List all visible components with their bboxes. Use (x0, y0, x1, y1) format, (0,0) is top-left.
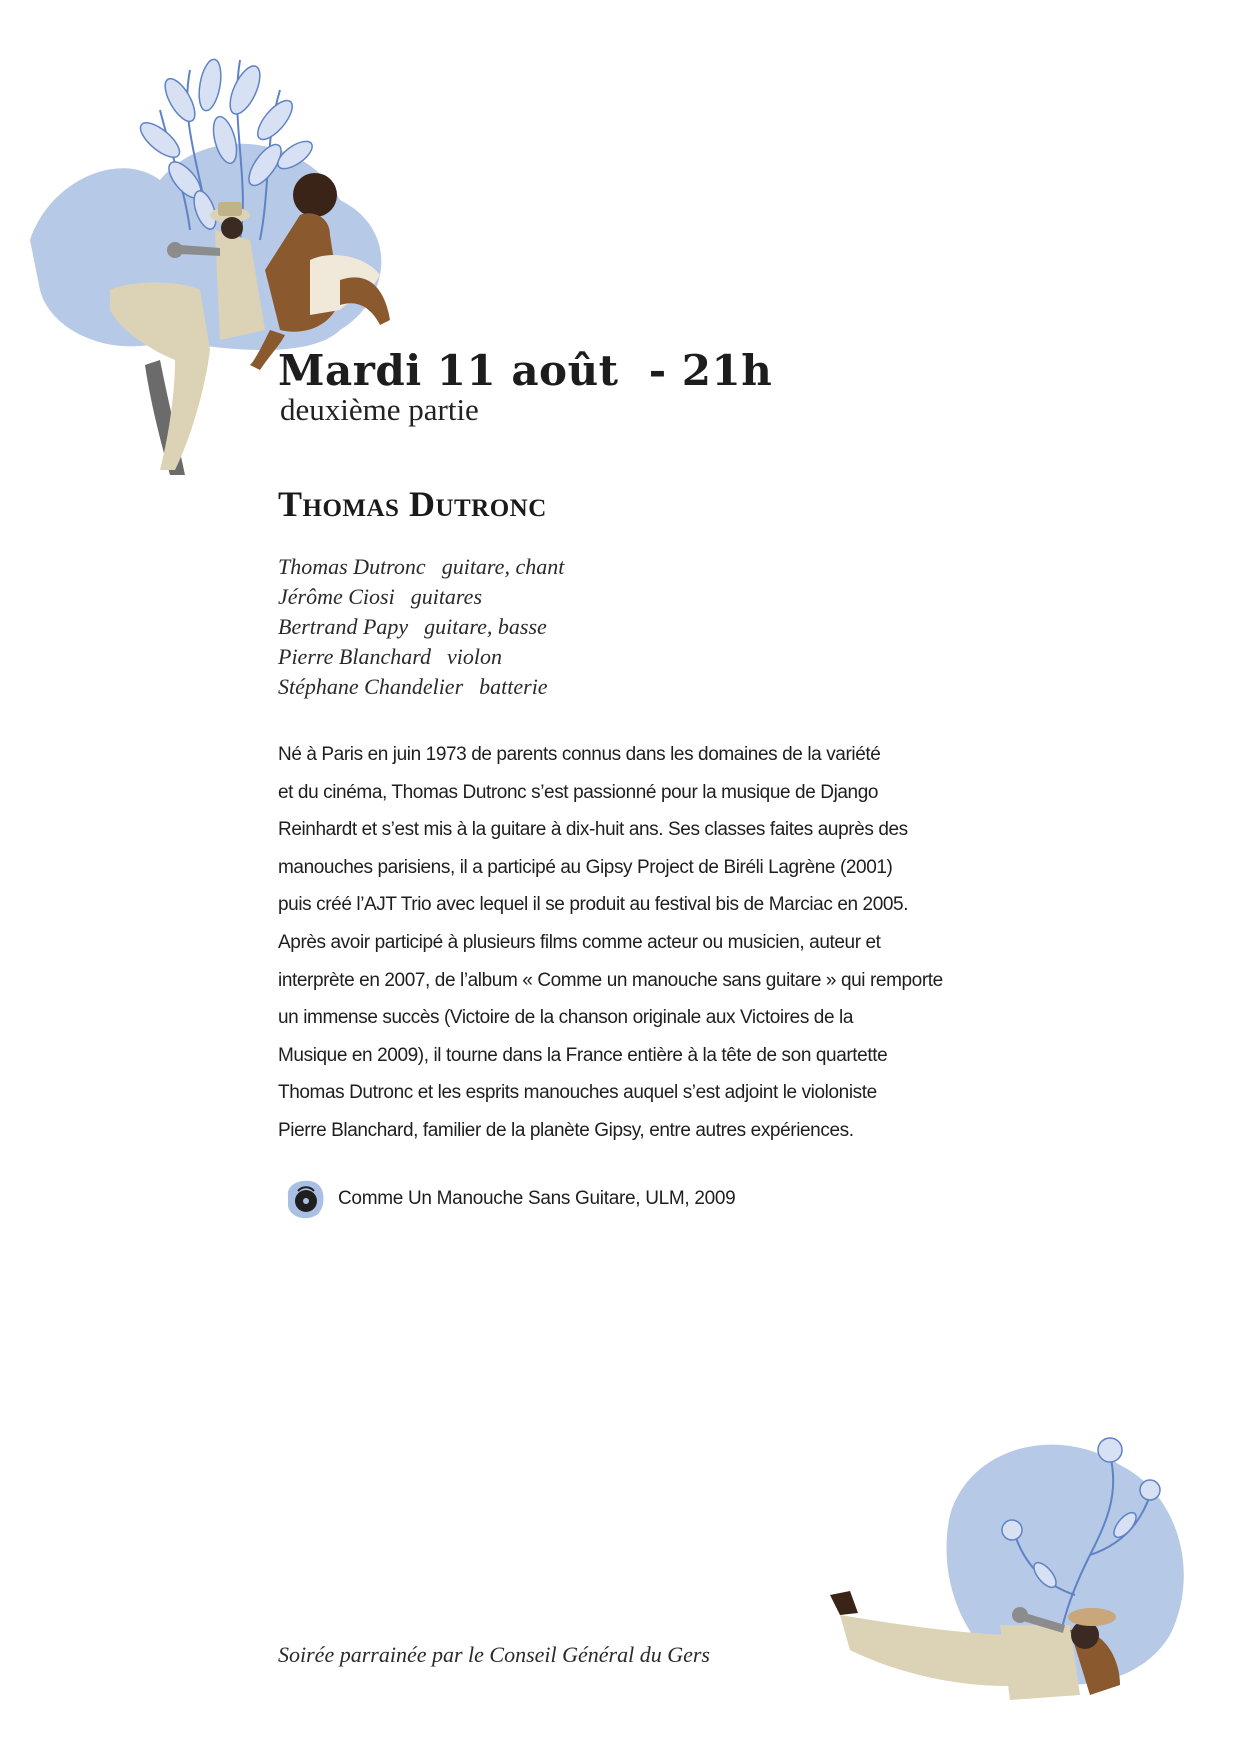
artist-name: Thomas Dutronc (278, 484, 547, 524)
bio-line: un immense succès (Victoire de la chanson originale aux Victoires de la (278, 1007, 853, 1029)
sponsor-note: Soirée parrainée par le Conseil Général du Gers (278, 1642, 710, 1667)
musician-name: Bertrand Papy (278, 614, 409, 639)
bio-line: Né à Paris en juin 1973 de parents connus dans les domaines de la variété (278, 744, 881, 765)
musician-instrument: guitare, chant (441, 554, 565, 579)
musician-name: Stéphane Chandelier (278, 674, 464, 699)
event-title: Mardi 11 août - 21h (278, 346, 773, 395)
lineup-list (278, 552, 564, 702)
lineup-item (278, 612, 564, 642)
bio-line: manouches parisiens, il a participé au Gipsy Project de Biréli Lagrène (2001) (278, 856, 893, 878)
musician-instrument: guitares (410, 584, 482, 609)
lineup-item (278, 672, 564, 702)
discography-text: Comme Un Manouche Sans Guitare, ULM, 2009 (338, 1188, 736, 1209)
lineup-item (278, 552, 564, 582)
lineup-item (278, 642, 564, 672)
musician-instrument: violon (446, 644, 502, 669)
trumpet-player-illustration (820, 1395, 1230, 1740)
bio-line: Après avoir participé à plusieurs films comme acteur ou musicien, auteur et (278, 931, 881, 953)
musician-instrument: guitare, basse (424, 614, 547, 639)
disc-icon (282, 1176, 328, 1222)
musician-instrument: batterie (479, 674, 548, 699)
discography (282, 1176, 735, 1222)
bio-line: Musique en 2009), il tourne dans la France entière à la tête de son quartette (278, 1044, 888, 1066)
bio-line: Reinhardt et s’est mis à la guitare à dix-huit ans. Ses classes faites auprès des (278, 819, 908, 841)
event-subtitle: deuxième partie (280, 392, 479, 427)
musician-name: Pierre Blanchard (278, 644, 431, 669)
musician-name: Jérôme Ciosi (278, 584, 395, 609)
lineup-item (278, 582, 564, 612)
bio-line: Thomas Dutronc et les esprits manouches auquel s’est adjoint le violoniste (278, 1082, 877, 1104)
bio-line: Pierre Blanchard, familier de la planète Gipsy, entre autres expériences. (278, 1119, 854, 1141)
musician-name: Thomas Dutronc (278, 554, 426, 579)
bio-line: interprète en 2007, de l’album « Comme un manouche sans guitare » qui remporte (278, 969, 943, 991)
bio-line: puis créé l’AJT Trio avec lequel il se produit au festival bis de Marciac en 2005. (278, 894, 909, 916)
biography (278, 736, 943, 1150)
bio-line: et du cinéma, Thomas Dutronc s’est passionné pour la musique de Django (278, 781, 879, 803)
